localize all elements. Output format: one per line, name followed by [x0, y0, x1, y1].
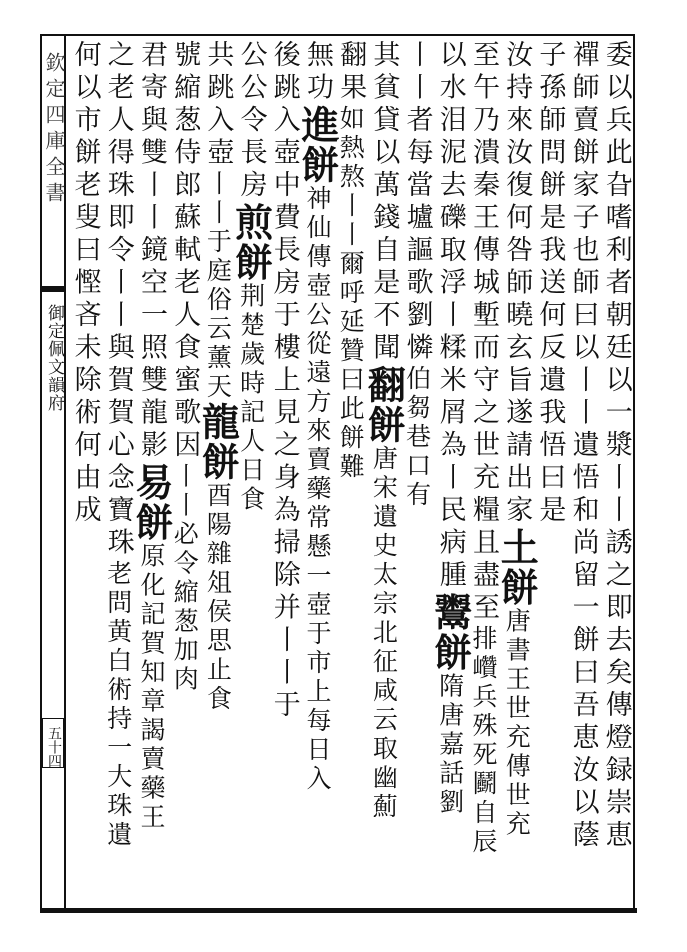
citation-text: 排巑兵殊死鬬自辰 — [469, 625, 498, 857]
fishtail-mark — [41, 286, 66, 292]
body-text: 君寄與雙丨丨鏡空一照雙龍影 — [136, 40, 167, 463]
citation-text: 隋唐嘉話劉 — [435, 672, 465, 818]
citation-text: 丨丨必令縮葱加肉 — [170, 462, 200, 695]
headword: 煎餅 — [228, 202, 274, 283]
body-text: 後跳入壺中費長房于樓上見之身為掃除并丨丨于 — [268, 40, 300, 723]
bottom-border-line — [40, 908, 637, 913]
page-number: 五十四 — [46, 726, 62, 768]
body-text: 汝持來汝復何咎師曉玄旨遂請出家 — [501, 40, 533, 528]
body-text: 丨丨者每當壚謳歌劉憐 — [401, 40, 433, 365]
citation-text: 老問黄白術持一大珠遺 — [103, 560, 133, 850]
body-text: 其貧貸以萬錢自是不聞 — [368, 40, 400, 365]
text-column — [64, 40, 106, 904]
citation-text: 神仙傳壺公從遠方來賣藥常懸一壺于市上每日入 — [303, 185, 332, 794]
body-text: 公公令長房 — [235, 40, 267, 203]
body-text: 以水泪泥去礫取浮丨糅米屑為丨民病腫 — [434, 40, 466, 593]
body-text: 委以兵此旮嗜利者朝廷以一漿丨丨誘之即去矣傳燈録崇恵 — [600, 40, 632, 853]
citation-text: 荆楚歲時記人日食 — [236, 282, 266, 515]
body-text: 禪師賣餅家子也師曰以丨丨遺悟和尚留一餅曰吾恵汝以蔭 — [567, 40, 599, 853]
headword: 進餅 — [295, 105, 340, 185]
headword: 翻餅 — [361, 365, 407, 445]
headword: 土餅 — [494, 527, 540, 608]
citation-text: 原化記賀知章謁賣藥王 — [137, 542, 166, 833]
citation-text: 唐書王世充傳世充 — [502, 607, 532, 840]
body-text: 子孫師問餅是我送何反遺我悟曰是 — [534, 40, 566, 528]
headword: 龍餅 — [195, 402, 241, 482]
body-text: 翻果 — [335, 40, 367, 105]
body-text: 至午乃潰秦王傳城塹而守之世充糧且盡至 — [468, 40, 499, 625]
headword: 易餅 — [129, 462, 174, 543]
citation-text: 伯芻巷口有 — [402, 365, 432, 510]
citation-text: 酉陽雜俎侯思止食 — [203, 482, 233, 714]
book-title: 御定佩文韻府 — [44, 304, 64, 412]
citation-text: 唐宋遺史太宗北征咸云取幽薊 — [369, 445, 399, 822]
body-text: 無功 — [302, 40, 333, 105]
margin-header-text: 欽定四庫全書 — [42, 52, 66, 208]
body-text: 之老人得珠即令丨丨與賀賀心念寶珠 — [102, 40, 134, 560]
citation-text: 如熱熬丨丨爾呼延贊曰此餅難 — [336, 105, 366, 482]
body-text: 共跳入壺 — [202, 40, 234, 170]
headword: 鬻餅 — [427, 592, 473, 673]
citation-text: 丨丨于庭俗云薰天 — [203, 170, 233, 402]
body-text: 何以市餅老叟曰慳吝未除術何由成 — [69, 40, 101, 528]
body-text: 號縮葱侍郎蘇軾老人食蜜歌因 — [169, 40, 201, 463]
